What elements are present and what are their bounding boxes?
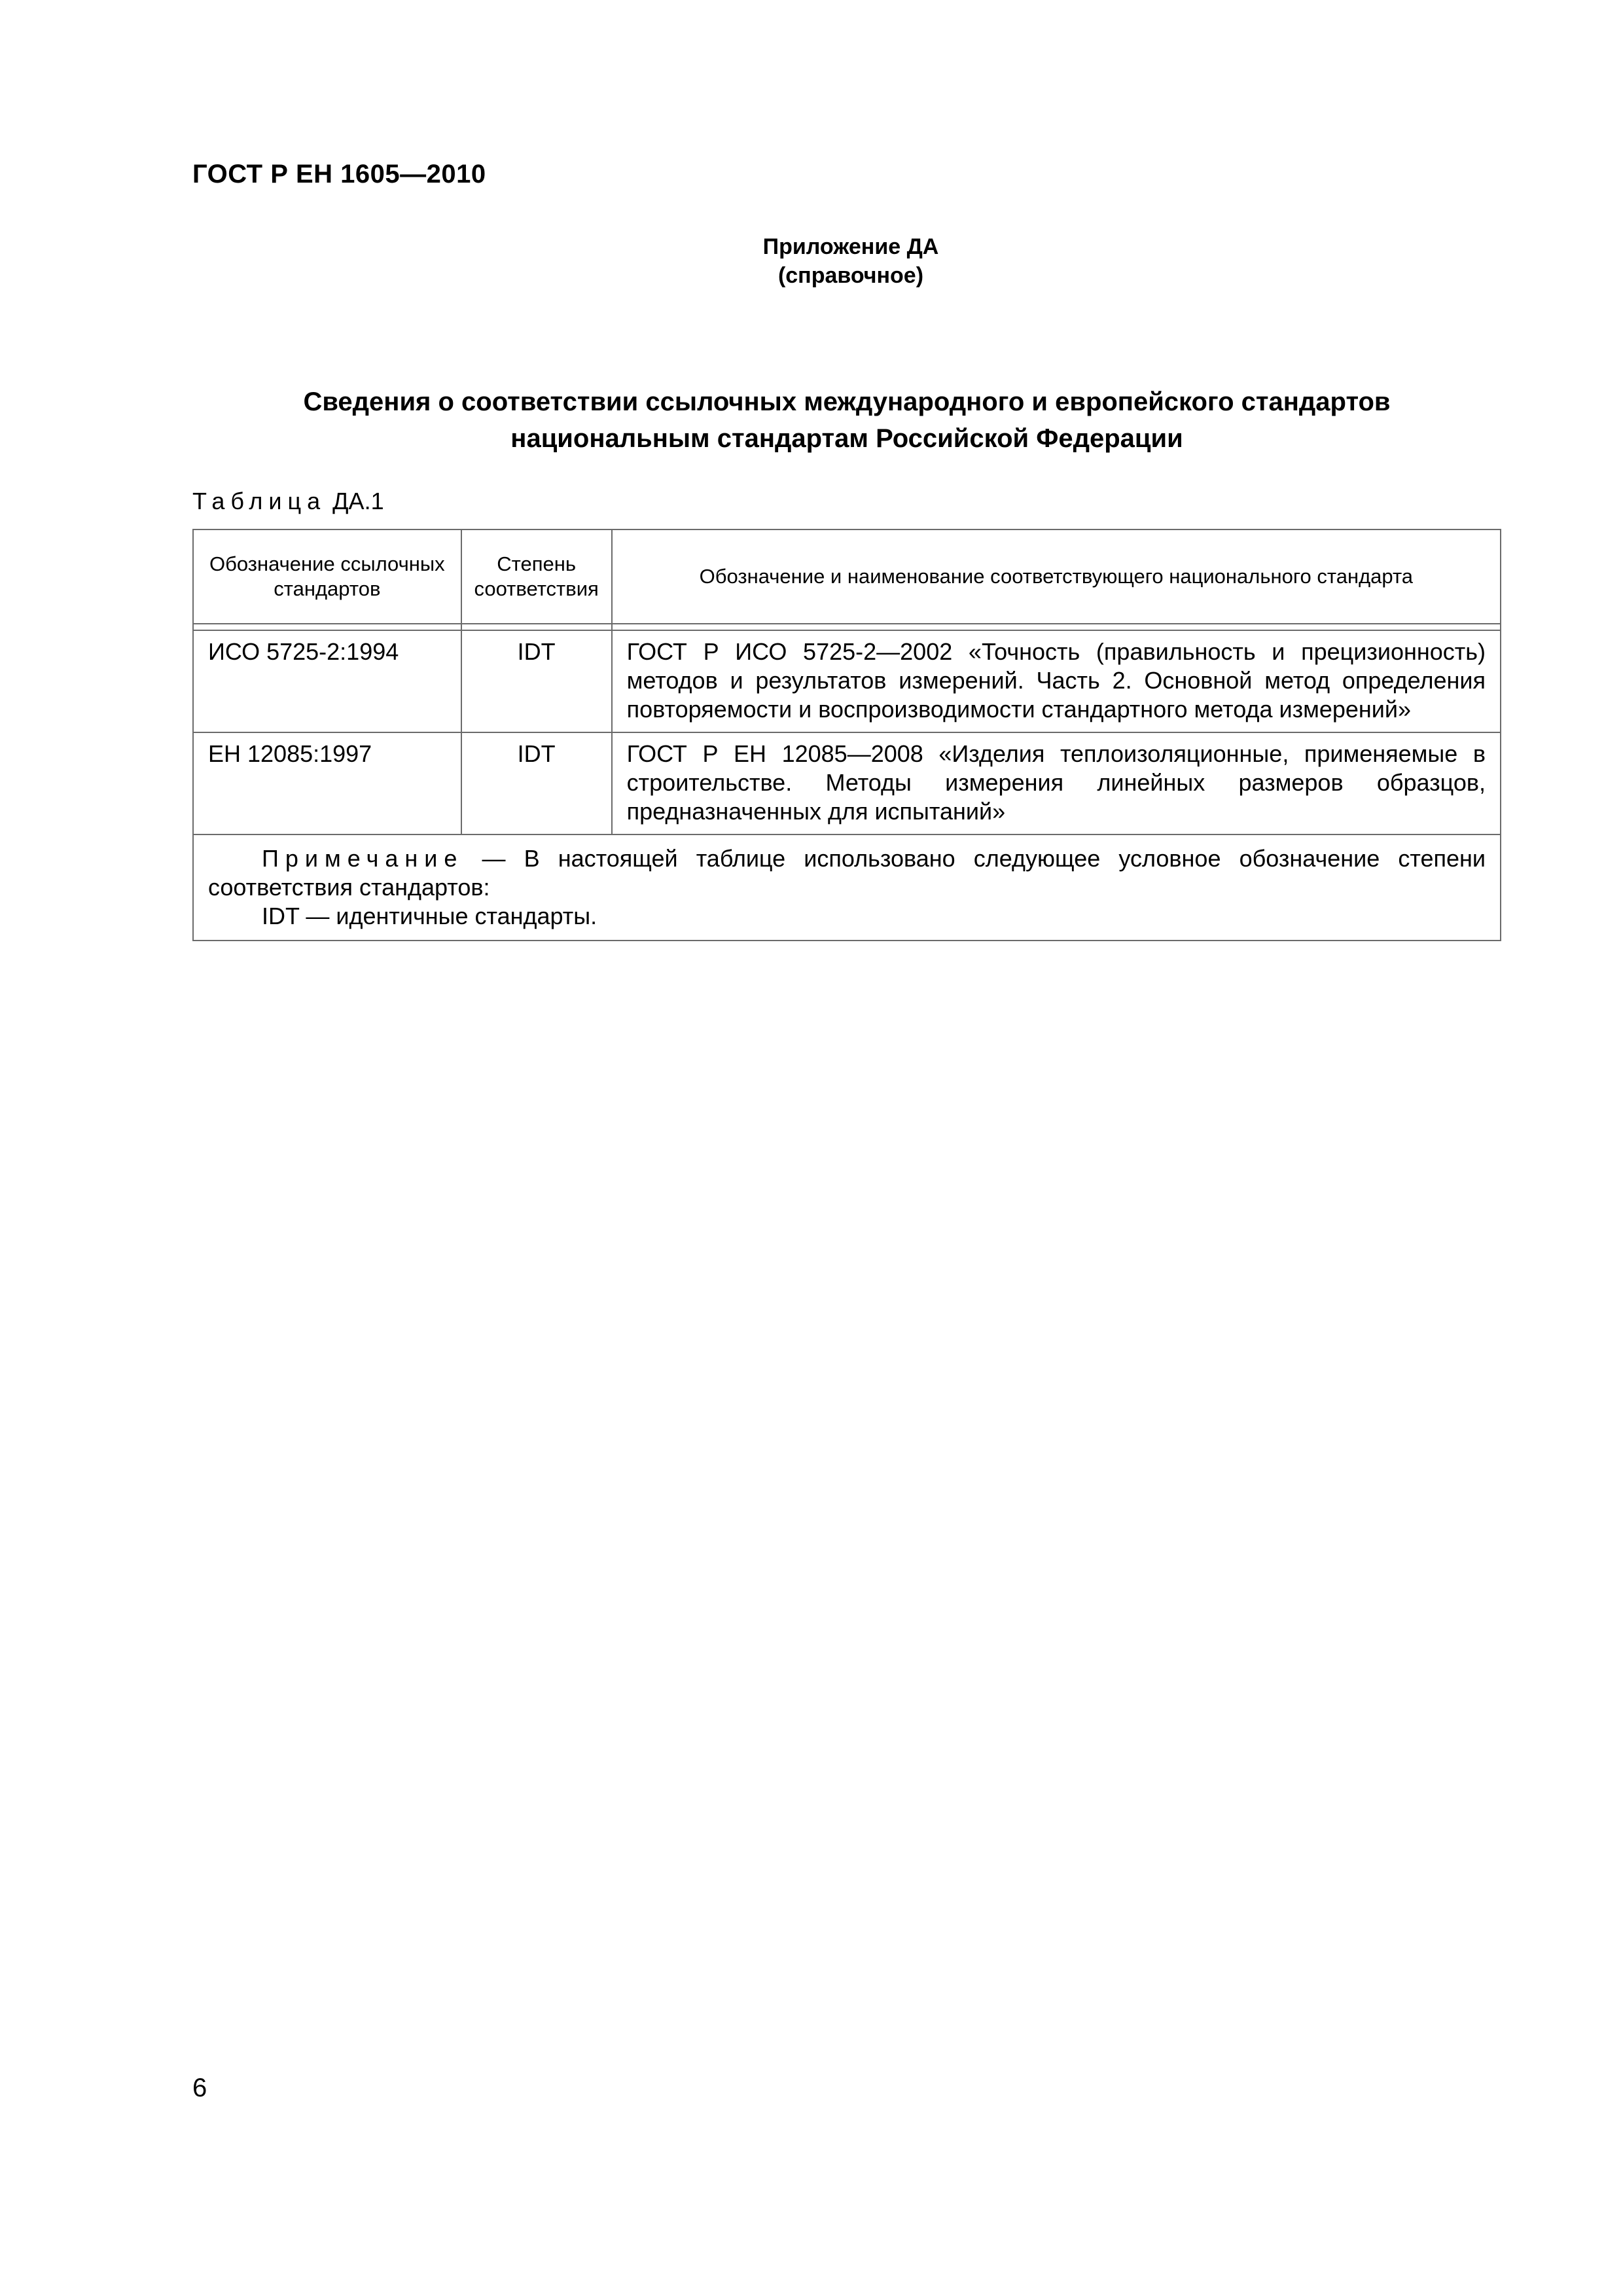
table-row [193, 732, 1501, 834]
header-national-standard: Обозначение и наименование соответствующего национального стандарта [612, 529, 1501, 624]
section-title-line-1: Сведения о соответствии ссылочных международного и европейского стандартов [303, 387, 1391, 416]
annex-heading [687, 232, 1014, 290]
row-degree: IDT [461, 630, 612, 732]
table-header-row [193, 529, 1501, 624]
header-ref-standards: Обозначение ссылочных стандартов [193, 529, 461, 624]
section-title-line-2: национальным стандартам Российской Федерации [510, 424, 1183, 453]
note-legend: IDT — идентичные стандарты. [262, 903, 597, 929]
separator-cell [461, 624, 612, 630]
table-row [193, 630, 1501, 732]
row-national-standard: ГОСТ Р ЕН 12085—2008 «Изделия теплоизоляционные, применяемые в строительстве. Методы измерения линейных размеров образцов, предназначенных для испытаний» [612, 732, 1501, 834]
separator-cell [612, 624, 1501, 630]
note-text: — В настоящей таблице использовано следующее условное обозначение степени соответствия стандартов: [208, 845, 1486, 901]
standard-header: ГОСТ Р ЕН 1605—2010 [192, 160, 486, 188]
page-number: 6 [192, 2073, 207, 2102]
header-separator-row [193, 624, 1501, 630]
table-caption-number: ДА.1 [332, 488, 384, 514]
note-paragraph [208, 844, 1486, 902]
table-note [193, 834, 1501, 941]
note-label: Примечание [262, 845, 464, 872]
table-caption-label: Таблица [192, 488, 327, 514]
table-note-row [193, 834, 1501, 941]
table-caption [192, 488, 384, 515]
row-ref-standard: ЕН 12085:1997 [193, 732, 461, 834]
section-title [192, 384, 1501, 457]
annex-title: Приложение ДА [762, 234, 939, 259]
header-degree: Степень соответствия [461, 529, 612, 624]
row-ref-standard: ИСО 5725-2:1994 [193, 630, 461, 732]
row-degree: IDT [461, 732, 612, 834]
correspondence-table [192, 529, 1501, 941]
row-national-standard: ГОСТ Р ИСО 5725-2—2002 «Точность (правильность и прецизионность) методов и результатов измерений. Часть 2. Основной метод определения повторяемости и воспроизводимости стандартного метода измерений» [612, 630, 1501, 732]
annex-type: (справочное) [777, 263, 924, 288]
separator-cell [193, 624, 461, 630]
